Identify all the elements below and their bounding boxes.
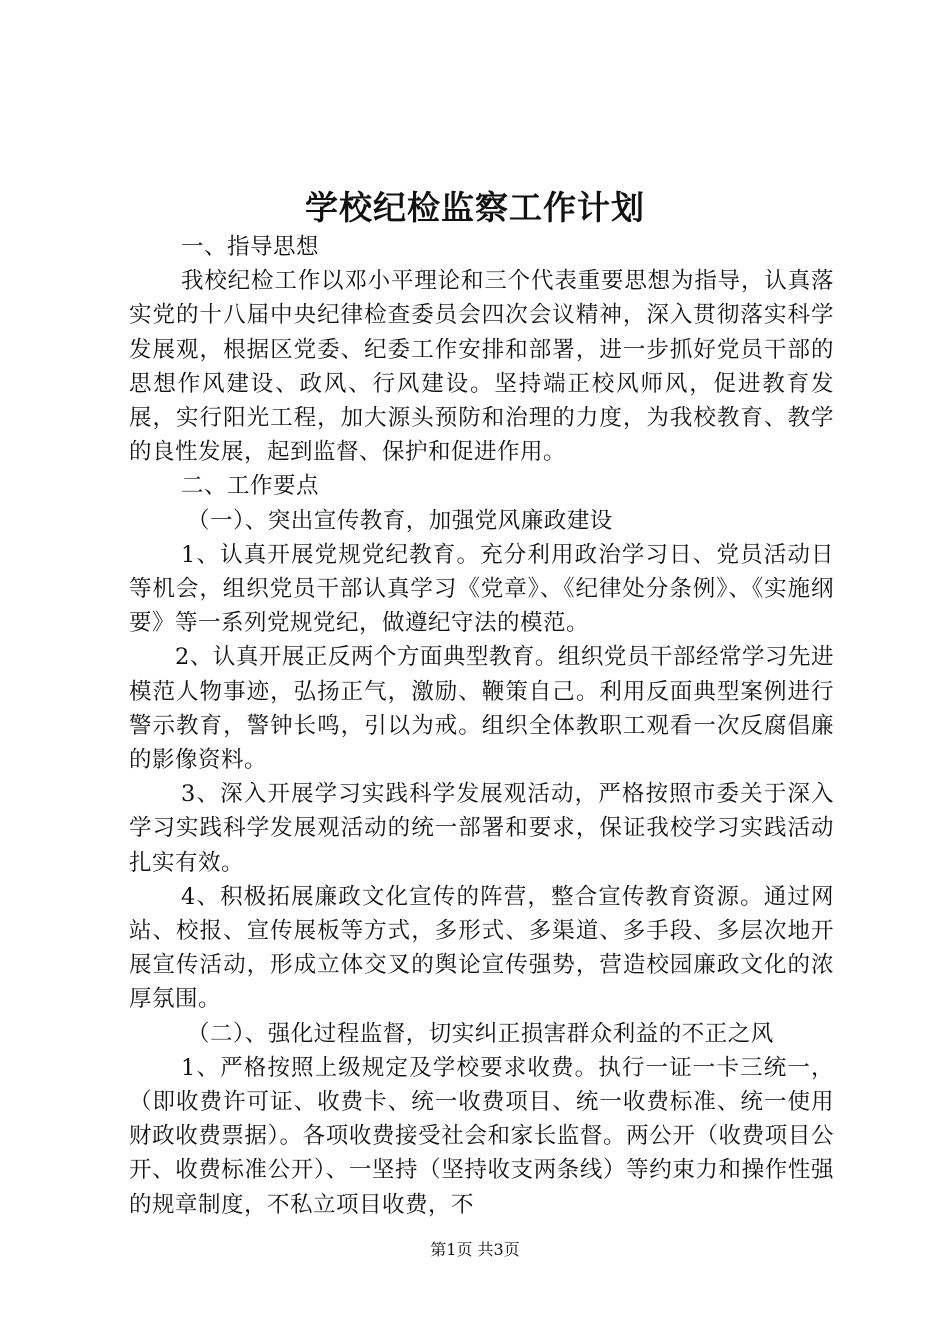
paragraph-guiding-ideology: 我校纪检工作以邓小平理论和三个代表重要思想为指导，认真落实党的十八届中央纪律检查委员会四次会议精神，深入贯彻落实科学发展观，根据区党委、纪委工作安排和部署，进一步抓好党员干部的思想作风建设、政风、行风建设。坚持端正校风师风，促进教育发展，实行阳光工程，加大源头预防和治理的力度，为我校教育、教学的良性发展，起到监督、保护和促进作用。 xyxy=(129,268,834,466)
paragraph-item-2: 2、认真开展正反两个方面典型教育。组织党员干部经常学习先进模范人物事迹，弘扬正气，激励、鞭策自己。利用反面典型案例进行警示教育，警钟长鸣，引以为戒。组织全体教职工观看一次反腐倡廉的影像资料。 xyxy=(129,644,834,774)
subsection-heading-1: （一）、突出宣传教育，加强党风廉政建设 xyxy=(187,507,613,534)
section-heading-guiding-ideology: 一、指导思想 xyxy=(181,234,320,260)
document-body xyxy=(129,230,834,1222)
page-number-footer: 第1页 共3页 xyxy=(430,1240,520,1259)
paragraph-fee-item-1: 1、严格按照上级规定及学校要求收费。执行一证一卡三统一，（即收费许可证、收费卡、统一收费项目、统一收费标准、统一使用财政收费票据）。各项收费接受社会和家长监督。两公开（收费项目公开、收费标准公开）、一坚持（坚持收支两条线）等约束力和操作性强的规章制度，不私立项目收费，不 xyxy=(129,1054,834,1218)
paragraph-item-4: 4、积极拓展廉政文化宣传的阵营，整合宣传教育资源。通过网站、校报、宣传展板等方式，多形式、多渠道、多手段、多层次地开展宣传活动，形成立体交叉的舆论宣传强势，营造校园廉政文化的浓厚氛围。 xyxy=(129,883,834,1013)
paragraph-item-1: 1、认真开展党规党纪教育。充分利用政治学习日、党员活动日等机会，组织党员干部认真学习《党章》、《纪律处分条例》、《实施纲要》等一系列党规党纪，做遵纪守法的模范。 xyxy=(129,541,834,637)
subsection-heading-2: （二）、强化过程监督，切实纠正损害群众利益的不正之风 xyxy=(187,1020,774,1047)
paragraph-item-3: 3、深入开展学习实践科学发展观活动，严格按照市委关于深入学习实践科学发展观活动的统一部署和要求，保证我校学习实践活动扎实有效。 xyxy=(129,781,834,876)
document-title: 学校纪检监察工作计划 xyxy=(305,188,645,227)
section-heading-work-points: 二、工作要点 xyxy=(181,473,320,500)
